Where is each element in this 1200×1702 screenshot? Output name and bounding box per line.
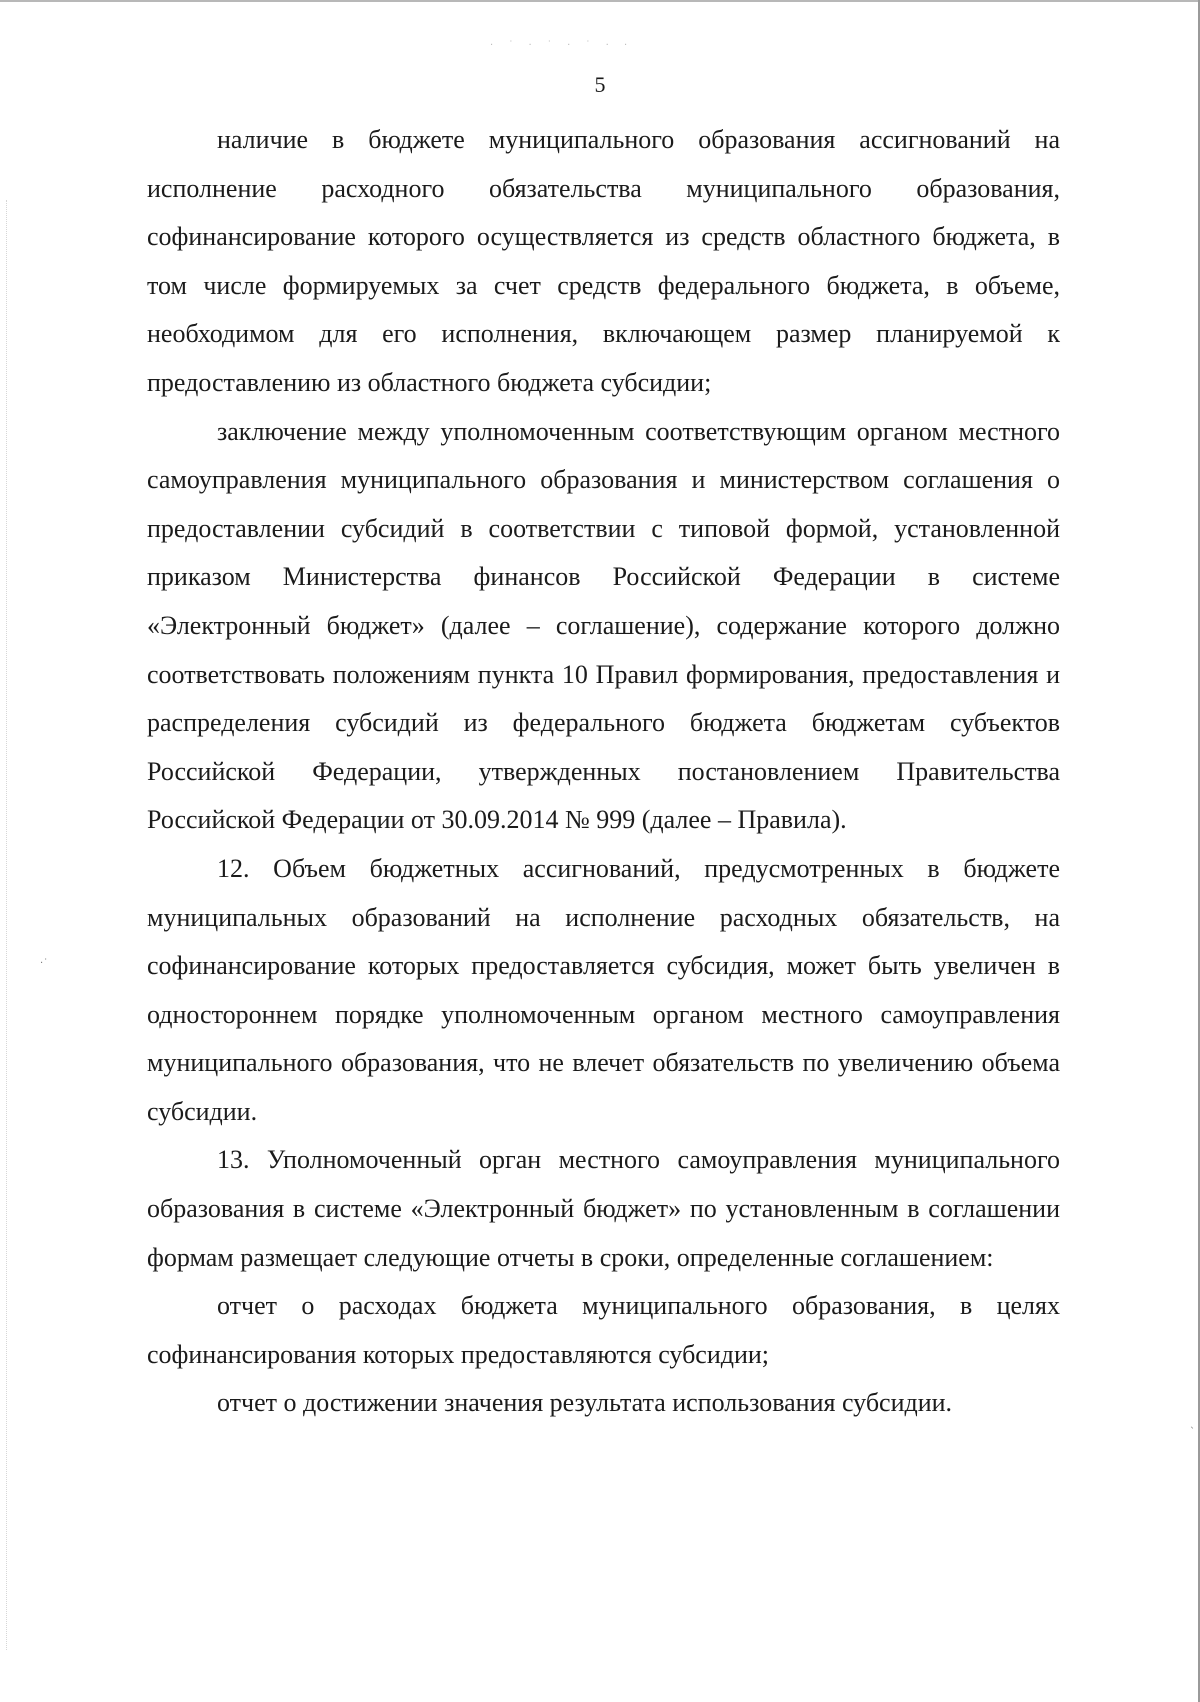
paragraph-agreement-conclusion: заключение между уполномоченным соответствующим органом местного самоуправления муниципального образования и министерством соглашения о предоставлении субсидий в соответствии с типовой формой, установленной приказом Министерства финансов Российской Федерации в системе «Электронный бюджет» (далее – соглашение), содержание которого должно соответствовать положениям пункта 10 Правил формирования, предоставления и распределения субсидий из федерального бюджета бюджетам субъектов Российской Федерации, утвержденных постановлением Правительства Российской Федерации от 30.09.2014 № 999 (далее – Правила).	[147, 416, 1060, 835]
paragraph-expense-report: отчет о расходах бюджета муниципального образования, в целях софинансирования которых предоставляются субсидии;	[147, 1291, 1060, 1369]
scan-margin-noise	[6, 200, 8, 1650]
paragraph-item-12: 12. Объем бюджетных ассигнований, предусмотренных в бюджете муниципальных образований на исполнение расходных обязательств, на софинансирование которых предоставляется субсидия, может быть увеличен в одностороннем порядке уполномоченным органом местного самоуправления муниципального образования, что не влечет обязательств по увеличению объема субсидии.	[147, 853, 1060, 1126]
scan-speck: ·˙	[40, 958, 49, 969]
scan-speck: · ˙ · ˙ · ˙ · ·	[490, 40, 634, 51]
scan-speck: ˎ	[1190, 1418, 1195, 1429]
paragraph-budget-allocation: наличие в бюджете муниципального образования ассигнований на исполнение расходного обязательства муниципального образования, софинансирование которого осуществляется из средств областного бюджета, в том числе формируемых за счет средств федерального бюджета, в объеме, необходимом для его исполнения, включающем размер планируемой к предоставлению из областного бюджета субсидии;	[147, 125, 1060, 397]
paragraph-item-13: 13. Уполномоченный орган местного самоуправления муниципального образования в системе «Электронный бюджет» по установленным в соглашении формам размещает следующие отчеты в сроки, определенные соглашением:	[147, 1145, 1060, 1272]
paragraph-result-report: отчет о достижении значения результата использования субсидии.	[217, 1388, 953, 1418]
scan-edge-top	[0, 0, 1200, 2]
document-body	[147, 116, 1060, 1428]
page-number: 5	[594, 72, 606, 97]
